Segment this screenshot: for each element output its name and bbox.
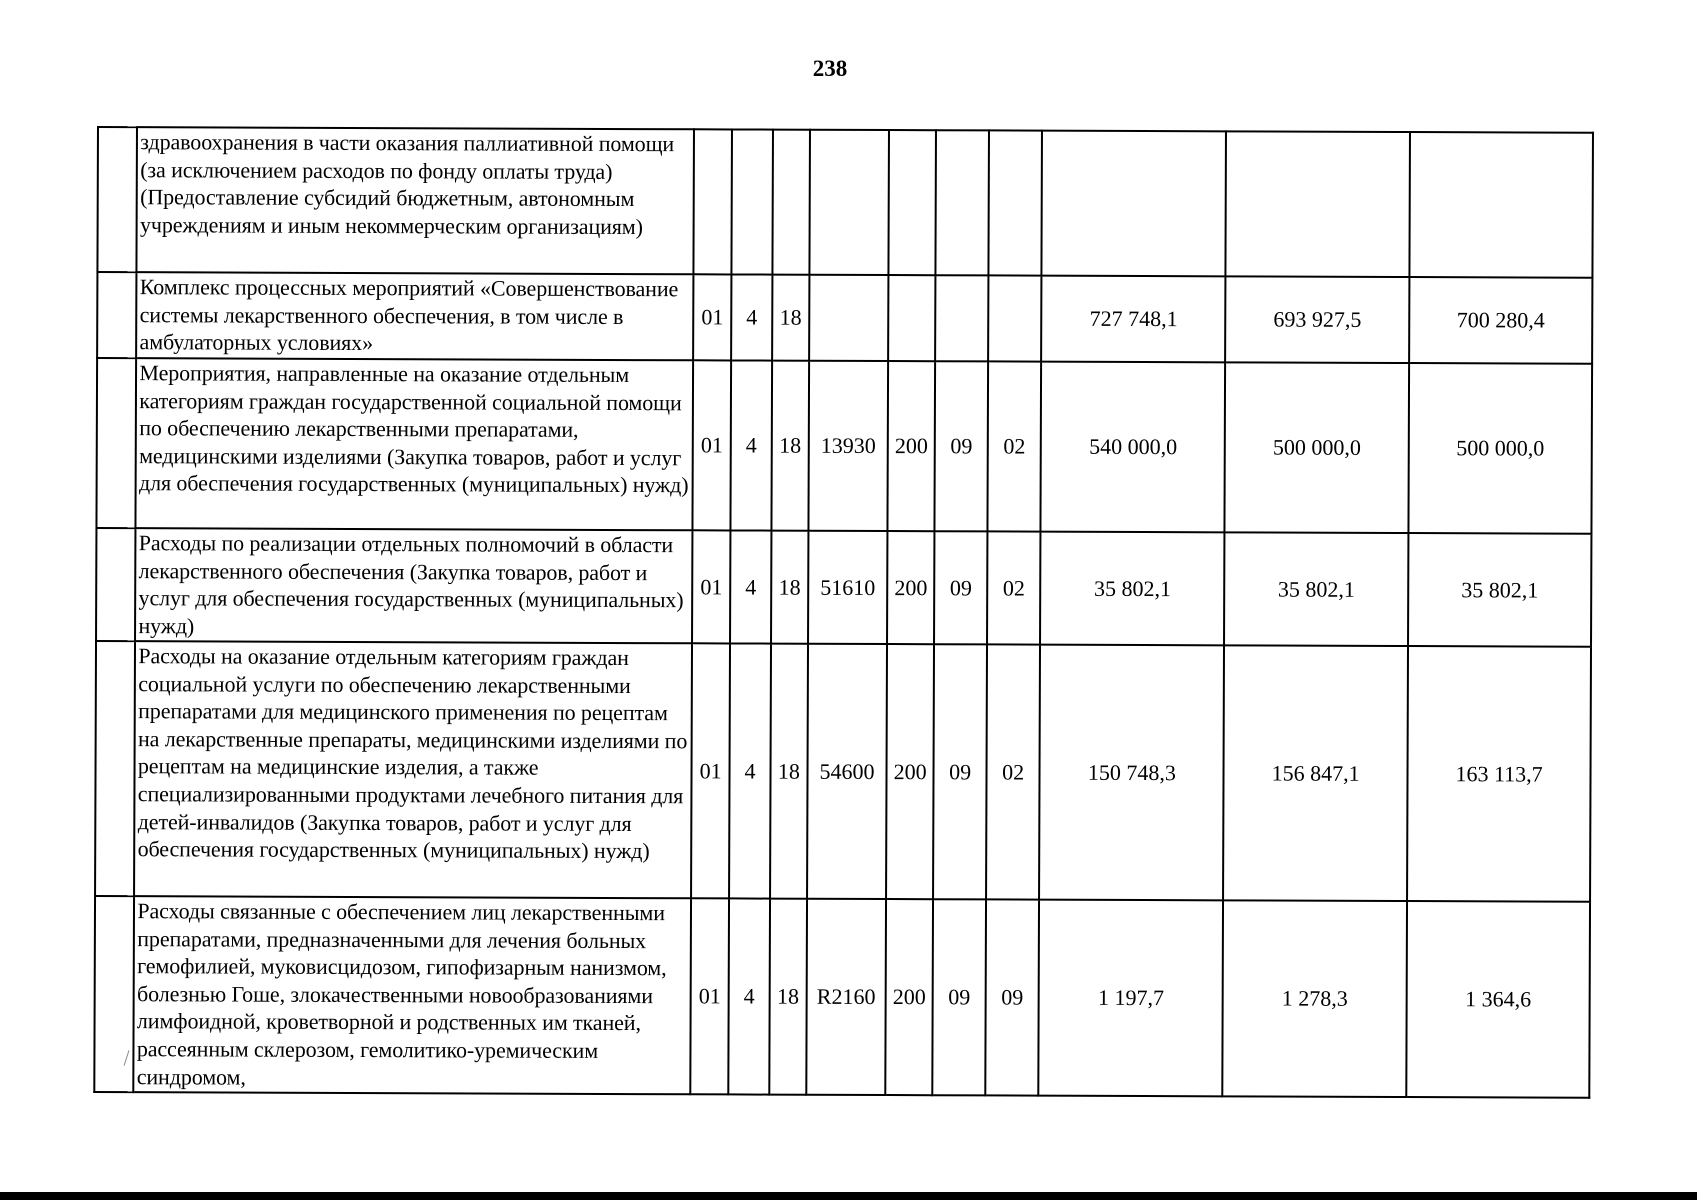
code-cell: 01: [693, 274, 732, 360]
row-description: Расходы на оказание отдельным категориям граждан социальной услуги по обеспечению лекарственными препаратами для медицинского применения по рецептам на лекарственные препараты, медицинскими изделиями по рецептам на медицинские изделия, а также специализированными продуктами лечебного питания для детей-инвалидов (Закупка товаров, работ и услуг для обеспечения государственных (муниципальных) нужд): [134, 641, 692, 898]
amount-cell: 35 802,1: [1224, 532, 1408, 646]
amount-cell: 727 748,1: [1042, 276, 1226, 363]
code-cell: 51610: [808, 531, 887, 644]
row-marker-cell: [97, 127, 137, 272]
code-cell: 02: [987, 531, 1041, 644]
code-cell: [810, 130, 889, 275]
code-cell: [936, 130, 989, 275]
code-cell: 18: [769, 899, 807, 1095]
code-cell: 02: [987, 361, 1041, 531]
table-row: [97, 127, 1593, 278]
row-marker-cell: [96, 358, 136, 528]
amount-cell: 1 197,7: [1039, 900, 1224, 1097]
table-row: [96, 528, 1591, 647]
row-marker-cell: [96, 528, 136, 641]
code-cell: [888, 130, 936, 275]
code-cell: 13930: [809, 361, 888, 531]
code-cell: 02: [986, 644, 1041, 899]
table-row: [96, 358, 1592, 534]
code-cell: 4: [731, 360, 772, 530]
table-row: [95, 641, 1591, 902]
code-cell: 54600: [807, 644, 887, 899]
code-cell: 09: [935, 361, 988, 531]
code-cell: [809, 275, 888, 361]
amount-cell: 150 748,3: [1039, 645, 1224, 901]
code-cell: 4: [731, 274, 772, 360]
row-description: Расходы по реализации отдельных полномочий в области лекарственного обеспечения (Закупка товаров, работ и услуг для обеспечения государственных (муниципальных) нужд): [135, 528, 692, 643]
row-marker-cell: [95, 641, 135, 896]
code-cell: 4: [730, 530, 771, 643]
row-marker-cell: [97, 272, 137, 358]
page-number: 238: [812, 56, 848, 81]
code-cell: [988, 275, 1042, 361]
amount-cell: 1 364,6: [1406, 901, 1590, 1098]
code-cell: 200: [885, 899, 933, 1095]
row-description: Расходы связанные с обеспечением лиц лекарственными препаратами, предназначенными для лечения больных гемофилией, муковисцидозом, гипофизарным нанизмом, болезнью Гоше, злокачественными новообразованиями лимфоидной, кроветворной и родственных им тканей, рассеянным склерозом, гемолитико-уремическим синдромом,: [134, 896, 691, 1094]
code-cell: 09: [934, 531, 987, 644]
row-description: Комплекс процессных мероприятий «Совершенствование системы лекарственного обеспечения, в том числе в амбулаторных условиях»: [136, 272, 693, 360]
code-cell: 01: [692, 360, 731, 530]
code-cell: 18: [771, 361, 809, 531]
code-cell: 09: [985, 899, 1039, 1095]
amount-cell: [1410, 132, 1593, 278]
amount-cell: 693 927,5: [1225, 276, 1409, 363]
code-cell: 200: [887, 361, 935, 531]
code-cell: [888, 275, 936, 361]
code-cell: 200: [886, 644, 934, 899]
amount-cell: 35 802,1: [1408, 533, 1591, 647]
table-row: [97, 272, 1592, 364]
amount-cell: 35 802,1: [1040, 532, 1224, 646]
code-cell: 18: [771, 531, 809, 644]
code-cell: 18: [770, 644, 808, 899]
amount-cell: [1042, 131, 1226, 277]
code-cell: 01: [692, 530, 731, 643]
row-marker-cell: [94, 896, 134, 1092]
amount-cell: 500 000,0: [1409, 363, 1593, 534]
amount-cell: 1 278,3: [1223, 900, 1408, 1097]
code-cell: 200: [887, 531, 935, 644]
code-cell: 09: [933, 899, 986, 1095]
amount-cell: 156 847,1: [1223, 645, 1408, 901]
budget-table: [93, 126, 1594, 1099]
code-cell: [988, 130, 1042, 275]
table-row: [94, 896, 1590, 1098]
amount-cell: [1226, 131, 1410, 277]
code-cell: R2160: [806, 899, 886, 1095]
code-cell: 4: [729, 898, 770, 1094]
amount-cell: 540 000,0: [1041, 362, 1225, 533]
code-cell: 4: [729, 643, 770, 898]
row-description: здравоохранения в части оказания паллиативной помощи (за исключением расходов по фонду оплаты труда) (Предоставление субсидий бюджетным, автономным учреждениям и иным некоммерческим организациям): [137, 127, 694, 274]
code-cell: 01: [691, 643, 730, 898]
amount-cell: 500 000,0: [1225, 362, 1409, 533]
scan-bottom-edge: [0, 1192, 1697, 1200]
amount-cell: 700 280,4: [1409, 277, 1592, 364]
code-cell: [772, 130, 810, 275]
code-cell: [732, 129, 773, 274]
code-cell: [693, 129, 732, 274]
code-cell: [935, 275, 988, 361]
code-cell: 18: [772, 275, 810, 361]
row-description: Мероприятия, направленные на оказание отдельным категориям граждан государственной социальной помощи по обеспечению лекарственными препаратами, медицинскими изделиями (Закупка товаров, работ и услуг для обеспечения государственных (муниципальных) нужд): [136, 358, 693, 530]
amount-cell: 163 113,7: [1407, 646, 1591, 902]
code-cell: 01: [690, 898, 729, 1094]
code-cell: 09: [933, 644, 986, 899]
